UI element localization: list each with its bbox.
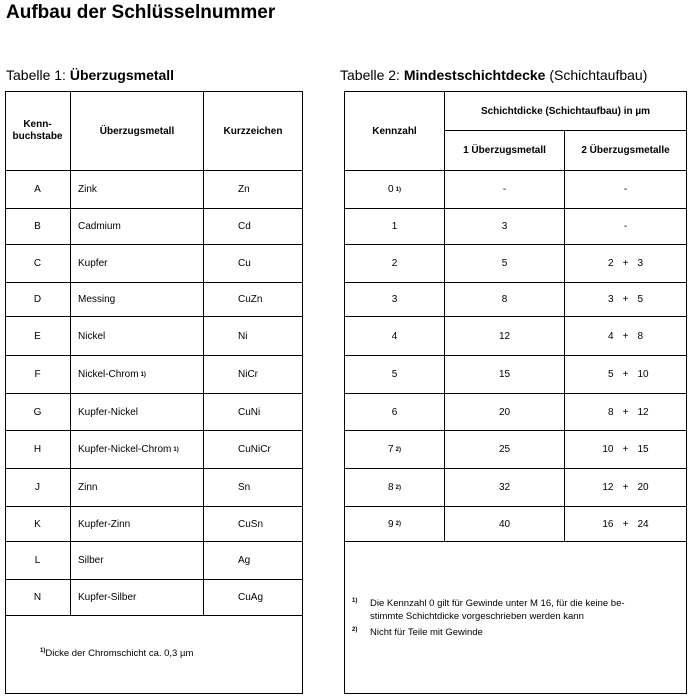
table2-cell-two-value: - — [623, 221, 628, 232]
table2-cell-two-metals — [565, 283, 686, 316]
table2-cell-one-metal: 8 — [501, 294, 508, 305]
table1-header-letter-line2: buchstabe — [12, 131, 63, 142]
table1-cell-metal-name: Messing — [78, 294, 116, 305]
table2-cell-two-metals — [565, 209, 686, 244]
table1-cell-metal-name: Nickel — [78, 330, 106, 342]
table1-cell-metal-name: Silber — [78, 555, 104, 566]
table2-cell-one-metal: 32 — [498, 482, 511, 493]
table2-cell-two-first: 2 — [607, 258, 614, 269]
table2-note-1-mark: 1) — [352, 598, 358, 604]
table2-cell-code-value: 5 — [391, 369, 398, 380]
table2-cell-code-value: 4 — [391, 330, 398, 342]
page-title: Aufbau der Schlüsselnummer — [6, 2, 276, 23]
table2-row-divider — [344, 541, 687, 542]
table1-cell-symbol: Cd — [238, 221, 251, 232]
table1-cell-letter: G — [33, 406, 42, 418]
table2-cell-two-plus: + — [622, 294, 629, 305]
table1-cell-metal — [78, 283, 202, 316]
table2-cell-two-metals — [565, 356, 686, 393]
table2-cell-code-value: 6 — [391, 406, 398, 418]
table1-footnote — [40, 648, 193, 659]
table1-cell-letter: B — [34, 221, 41, 232]
table1-header-symbol: Kurzzeichen — [223, 125, 283, 137]
table1-caption-bold: Überzugsmetall — [69, 67, 175, 83]
table2-header-one-metal: 1 Überzugsmetall — [463, 145, 546, 156]
table2-cell-two-first: 4 — [607, 330, 614, 342]
table1-cell-metal-name: Kupfer — [78, 258, 108, 269]
table1-cell-metal — [78, 580, 202, 615]
footnote-marker: 2) — [395, 484, 401, 491]
table1-cell-metal-name: Kupfer-Nickel-Chrom — [78, 444, 172, 455]
table1-header-letter — [5, 92, 70, 170]
table1-cell-symbol: CuZn — [238, 294, 263, 305]
table2-cell-two-first: 3 — [607, 294, 614, 305]
table1-header-metal: Überzugsmetall — [99, 125, 175, 137]
table1-cell-symbol: CuNiCr — [238, 444, 271, 455]
table2-cell-code — [345, 245, 444, 282]
table1-caption-prefix: Tabelle 1: — [6, 67, 70, 83]
table1-cell-metal — [78, 171, 202, 208]
table1-cell-metal-name: Kupfer-Zinn — [78, 518, 131, 530]
footnote-marker: 1) — [140, 371, 146, 378]
table2-cell-two-plus: + — [622, 330, 629, 342]
table1-cell-metal-name: Zink — [78, 184, 97, 195]
table2-cell-two-plus: + — [622, 444, 629, 455]
table2-cell-one-metal: 12 — [498, 330, 511, 342]
table2-note-1-line2: stimmte Schichtdicke vorgeschrieben werden kann — [370, 611, 584, 622]
table2-cell-code — [345, 507, 444, 541]
table2-cell-code-value: 8 — [388, 482, 394, 493]
table1-cell-letter: A — [34, 184, 41, 195]
footnote-marker: 2) — [395, 446, 401, 453]
table2-note-1 — [352, 597, 682, 625]
table1-cell-symbol: CuAg — [238, 592, 264, 603]
table2-cell-two-metals — [565, 507, 686, 541]
table1-cell-letter: K — [34, 518, 41, 530]
table1-cell-symbol: NiCr — [238, 369, 258, 380]
table1-cell-metal-name: Kupfer-Nickel — [78, 406, 139, 418]
table1-cell-letter: E — [34, 330, 41, 342]
table2-cell-one-metal: 20 — [498, 406, 511, 418]
table2-cell-two-second: 3 — [637, 258, 644, 269]
table2-header-group: Schichtdicke (Schichtaufbau) in µm — [480, 105, 651, 117]
table1-cell-metal — [78, 209, 202, 244]
table1-cell-metal — [78, 317, 202, 355]
table2-cell-code-value: 3 — [391, 294, 398, 305]
table2-caption-suffix: (Schichtaufbau) — [545, 67, 648, 83]
table1-caption — [6, 67, 174, 83]
footnote-marker: 1) — [395, 186, 401, 193]
table2-caption — [340, 67, 647, 83]
table2-cell-two-metals — [565, 469, 686, 506]
footnote-marker: 2) — [395, 521, 401, 527]
table1-cell-symbol: CuSn — [238, 518, 264, 530]
footnote-marker: 1) — [173, 446, 179, 453]
table1-cell-metal — [78, 469, 202, 506]
table2-note-2-text — [370, 626, 483, 639]
table1-cell-symbol: CuNi — [238, 406, 261, 418]
table2-note-2-line1: Nicht für Teile mit Gewinde — [370, 627, 483, 638]
table2-cell-two-second: 10 — [637, 369, 649, 380]
table2-cell-one-metal: 25 — [498, 444, 511, 455]
table2-cell-code — [345, 317, 444, 355]
table2-cell-two-plus: + — [622, 518, 629, 530]
table2-cell-code-value: 9 — [388, 518, 394, 530]
table1-cell-letter: L — [34, 555, 41, 566]
table1-cell-letter: F — [34, 369, 41, 380]
table2-cell-two-value: - — [623, 184, 628, 195]
table2-cell-two-metals — [565, 394, 686, 430]
table2-cell-two-first: 8 — [607, 406, 614, 418]
table2-cell-code — [345, 356, 444, 393]
table2-cell-one-metal: - — [502, 184, 507, 195]
table2-cell-code — [345, 469, 444, 506]
table2-cell-code-value: 1 — [391, 221, 398, 232]
table1-cell-metal — [78, 245, 202, 282]
table2-cell-one-metal: 40 — [498, 518, 511, 530]
table1-header-letter-line1: Kenn- — [23, 119, 52, 130]
table2-caption-prefix: Tabelle 2: — [340, 67, 404, 83]
table1-cell-symbol: Ag — [238, 555, 251, 566]
table2-cell-two-plus: + — [622, 406, 629, 418]
table1-cell-metal — [78, 431, 202, 468]
table1-cell-metal — [78, 356, 202, 393]
table1-row-divider — [5, 615, 303, 616]
table2-cell-two-first: 16 — [602, 518, 614, 530]
table1-cell-letter: H — [33, 444, 42, 455]
table2-cell-two-plus: + — [622, 369, 629, 380]
table1-cell-letter: N — [33, 592, 42, 603]
table2-cell-one-metal: 15 — [498, 369, 511, 380]
table2-cell-one-metal: 5 — [501, 258, 508, 269]
table2-cell-two-plus: + — [622, 258, 629, 269]
table1-cell-symbol: Ni — [238, 330, 248, 342]
table1-footnote-mark: 1) — [40, 648, 46, 654]
table2-cell-two-metals — [565, 317, 686, 355]
table2-cell-two-first: 12 — [602, 482, 614, 493]
table1-cell-metal — [78, 507, 202, 541]
table2-header-code: Kennzahl — [372, 125, 417, 137]
table1-cell-letter: D — [33, 294, 42, 305]
table2-cell-two-second: 5 — [637, 294, 644, 305]
table2-cell-two-plus: + — [622, 482, 629, 493]
table2-cell-code — [345, 283, 444, 316]
table2-caption-bold: Mindestschichtdecke — [403, 67, 546, 83]
table2-cell-two-metals — [565, 171, 686, 208]
table1-cell-metal-name: Nickel-Chrom — [78, 369, 139, 380]
table2-cell-two-first: 10 — [602, 444, 614, 455]
table2-cell-two-metals — [565, 245, 686, 282]
table1-cell-metal — [78, 542, 202, 579]
table1-cell-symbol: Cu — [238, 258, 251, 269]
table2-cell-code — [345, 431, 444, 468]
table2-cell-code — [345, 209, 444, 244]
table2-cell-two-first: 5 — [607, 369, 614, 380]
table1-cell-letter: C — [33, 258, 42, 269]
table2-cell-code — [345, 394, 444, 430]
table2-cell-code — [345, 171, 444, 208]
table2-note-1-line1: Die Kennzahl 0 gilt für Gewinde unter M 16, für die keine be- — [370, 598, 625, 609]
table1-footnote-text: Dicke der Chromschicht ca. 0,3 µm — [45, 648, 194, 659]
table2-cell-two-second: 20 — [637, 482, 649, 493]
table2-cell-code-value: 2 — [391, 258, 398, 269]
table1-cell-letter: J — [35, 482, 40, 493]
table1-cell-metal — [78, 394, 202, 430]
table2-note-2 — [352, 626, 682, 640]
table2-cell-code-value: 7 — [388, 444, 394, 455]
table2-cell-one-metal: 3 — [501, 221, 508, 232]
table2-cell-two-second: 8 — [637, 330, 644, 342]
table2-header-two-metals: 2 Überzugsmetalle — [581, 145, 670, 156]
table2-cell-two-second: 24 — [637, 518, 649, 530]
table1-cell-symbol: Zn — [238, 184, 250, 195]
table2-cell-two-metals — [565, 431, 686, 468]
table2-cell-two-second: 15 — [637, 444, 649, 455]
table1-cell-metal-name: Zinn — [78, 482, 98, 493]
table1-cell-metal-name: Kupfer-Silber — [78, 592, 137, 603]
table2-note-2-mark: 2) — [352, 627, 358, 633]
table2-cell-code-value: 0 — [388, 184, 394, 195]
table1-cell-metal-name: Cadmium — [78, 221, 121, 232]
table2-cell-two-second: 12 — [637, 406, 649, 418]
table1-cell-symbol: Sn — [238, 482, 251, 493]
table2-note-1-text — [370, 597, 625, 623]
